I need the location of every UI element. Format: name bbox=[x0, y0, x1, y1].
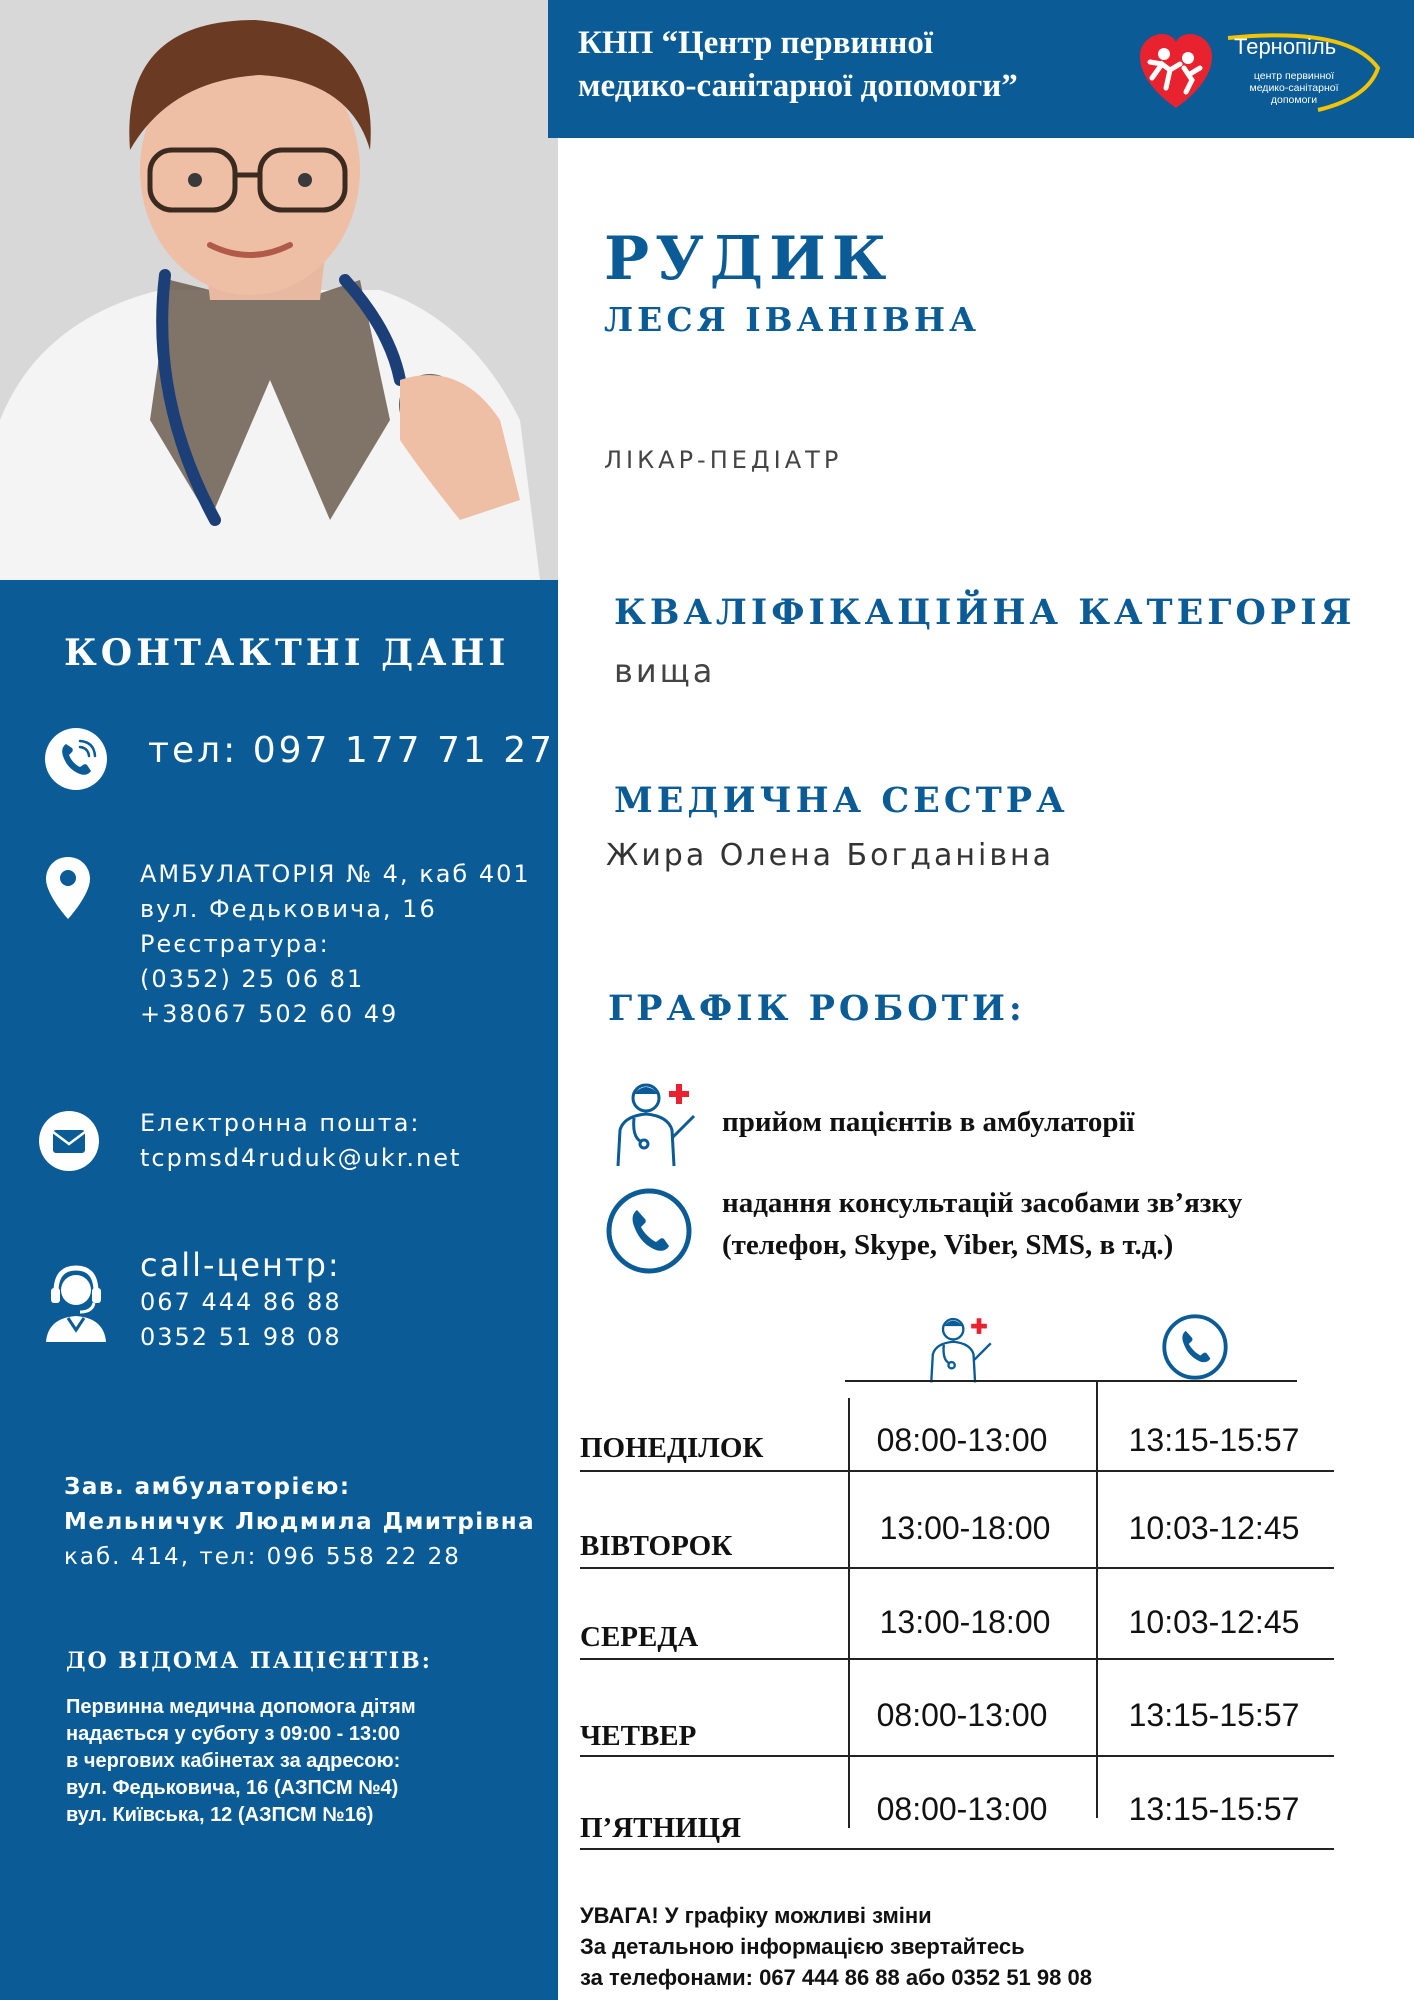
logo-caption-line: центр первинної bbox=[1253, 70, 1335, 82]
footer-note bbox=[580, 1900, 1092, 1993]
phone-icon bbox=[44, 727, 108, 791]
call-center-label: call-центр: bbox=[140, 1246, 341, 1284]
patient-notice-line: вул. Федьковича, 16 (АЗПСМ №4) bbox=[66, 1777, 399, 1799]
qualification-title: КВАЛІФІКАЦІЙНА КАТЕГОРІЯ bbox=[614, 592, 1356, 633]
doctor-position: ЛІКАР-ПЕДІАТР bbox=[604, 446, 843, 474]
schedule-title: ГРАФІК РОБОТИ: bbox=[608, 988, 1026, 1029]
table-row-remote-time: 13:15-15:57 bbox=[1128, 1791, 1300, 1827]
table-row-day: ПОНЕДІЛОК bbox=[580, 1432, 764, 1464]
call-center-phone-2[interactable]: 0352 51 98 08 bbox=[140, 1323, 342, 1351]
table-row-in-person-time: 08:00-13:00 bbox=[876, 1697, 1048, 1733]
footer-note-line-2: За детальною інформацією звертайтесь bbox=[580, 1934, 1025, 1959]
table-row-remote-time: 10:03-12:45 bbox=[1128, 1604, 1300, 1640]
address-line-registry-phone-2[interactable]: +38067 502 60 49 bbox=[140, 1000, 399, 1028]
table-row-day: П’ЯТНИЦЯ bbox=[580, 1812, 742, 1844]
organization-name-line-1: КНП “Центр первинної bbox=[578, 25, 934, 61]
email-block bbox=[140, 1106, 461, 1176]
headset-operator-icon bbox=[42, 1262, 110, 1342]
nurse-title: МЕДИЧНА СЕСТРА bbox=[614, 780, 1069, 821]
table-divider-left bbox=[848, 1398, 850, 1828]
address-line-clinic: АМБУЛАТОРІЯ № 4, каб 401 bbox=[140, 860, 531, 888]
table-divider-middle bbox=[1096, 1382, 1098, 1818]
footer-note-line-3[interactable]: за телефонами: 067 444 86 88 або 0352 51 98 08 bbox=[580, 1965, 1092, 1990]
table-row-line bbox=[580, 1470, 1334, 1472]
table-row-in-person-time: 13:00-18:00 bbox=[879, 1604, 1051, 1640]
email-label: Електронна пошта: bbox=[140, 1109, 421, 1137]
mail-icon bbox=[38, 1110, 100, 1172]
table-row-day: ВІВТОРОК bbox=[580, 1530, 733, 1562]
clinic-head-contact[interactable]: каб. 414, тел: 096 558 22 28 bbox=[64, 1544, 461, 1570]
organization-name bbox=[578, 22, 1018, 108]
logo-city: Тернопіль bbox=[1234, 34, 1337, 59]
call-center-phone-1[interactable]: 067 444 86 88 bbox=[140, 1288, 342, 1316]
address-line-registry-label: Реєстратура: bbox=[140, 930, 330, 958]
call-center-block bbox=[140, 1245, 342, 1355]
address-line-street: вул. Федьковича, 16 bbox=[140, 895, 437, 923]
table-header-phone-icon bbox=[1162, 1314, 1228, 1380]
contacts-title: КОНТАКТНІ ДАНІ bbox=[64, 632, 510, 674]
logo-caption-line: медико-санітарної bbox=[1249, 82, 1339, 94]
clinic-head-block bbox=[64, 1470, 535, 1575]
table-row-in-person-time: 08:00-13:00 bbox=[876, 1791, 1048, 1827]
legend-remote-line-2: (телефон, Skype, Viber, SMS, в т.д.) bbox=[722, 1229, 1174, 1261]
patient-notice-line: Первинна медична допомога дітям bbox=[66, 1696, 416, 1718]
patient-notice-block bbox=[66, 1648, 432, 1829]
patient-notice-line: в чергових кабінетах за адресою: bbox=[66, 1750, 401, 1772]
doctor-icon bbox=[610, 1076, 702, 1168]
table-row-line bbox=[580, 1755, 1334, 1757]
table-header-doctor-icon bbox=[922, 1312, 1000, 1384]
table-row-remote-time: 13:15-15:57 bbox=[1128, 1697, 1300, 1733]
address-block bbox=[140, 857, 531, 1032]
doctor-given-names: ЛЕСЯ ІВАНІВНА bbox=[604, 300, 980, 339]
table-row-line bbox=[580, 1658, 1334, 1660]
table-row-in-person-time: 13:00-18:00 bbox=[879, 1510, 1051, 1546]
footer-note-line-1: УВАГА! У графіку можливі зміни bbox=[580, 1903, 932, 1928]
header-bar bbox=[548, 0, 1414, 138]
doctor-surname: РУДИК bbox=[604, 224, 893, 294]
table-top-line bbox=[845, 1380, 1297, 1382]
table-row-line bbox=[580, 1848, 1334, 1850]
address-line-registry-phone-1[interactable]: (0352) 25 06 81 bbox=[140, 965, 365, 993]
table-row-day: ЧЕТВЕР bbox=[580, 1720, 697, 1752]
legend-in-person: прийом пацієнтів в амбулаторії bbox=[722, 1106, 1135, 1138]
location-pin-icon bbox=[44, 855, 92, 921]
clinic-head-name: Мельничук Людмила Дмитрівна bbox=[64, 1509, 536, 1535]
phone-circle-icon bbox=[606, 1188, 692, 1274]
doctor-portrait-illustration bbox=[0, 0, 558, 580]
table-row-line bbox=[580, 1567, 1334, 1569]
table-row-day: СЕРЕДА bbox=[580, 1621, 699, 1653]
doctor-phone[interactable]: тел: 097 177 71 27 bbox=[148, 730, 556, 771]
patient-notice-line: надається у суботу з 09:00 - 13:00 bbox=[66, 1723, 401, 1745]
legend-remote-line-1: надання консультацій засобами зв’язку bbox=[722, 1187, 1243, 1219]
logo-caption-line: допомоги bbox=[1270, 94, 1318, 106]
left-column bbox=[0, 0, 558, 2000]
doctor-photo bbox=[0, 0, 558, 580]
table-row-remote-time: 10:03-12:45 bbox=[1128, 1510, 1300, 1546]
table-row-remote-time: 13:15-15:57 bbox=[1128, 1422, 1300, 1458]
patient-notice-title: ДО ВІДОМА ПАЦІЄНТІВ: bbox=[66, 1648, 432, 1674]
qualification-value: вища bbox=[614, 652, 716, 690]
email-address[interactable]: tcpmsd4ruduk@ukr.net bbox=[140, 1144, 462, 1172]
organization-logo bbox=[1138, 28, 1388, 118]
clinic-head-label: Зав. амбулаторією: bbox=[64, 1474, 351, 1500]
legend-remote bbox=[722, 1182, 1242, 1266]
nurse-name: Жира Олена Богданівна bbox=[606, 838, 1055, 873]
patient-notice-line: вул. Київська, 12 (АЗПСМ №16) bbox=[66, 1804, 374, 1826]
logo-caption bbox=[1244, 70, 1344, 106]
table-row-in-person-time: 08:00-13:00 bbox=[876, 1422, 1048, 1458]
organization-name-line-2: медико-санітарної допомоги” bbox=[578, 68, 1018, 104]
